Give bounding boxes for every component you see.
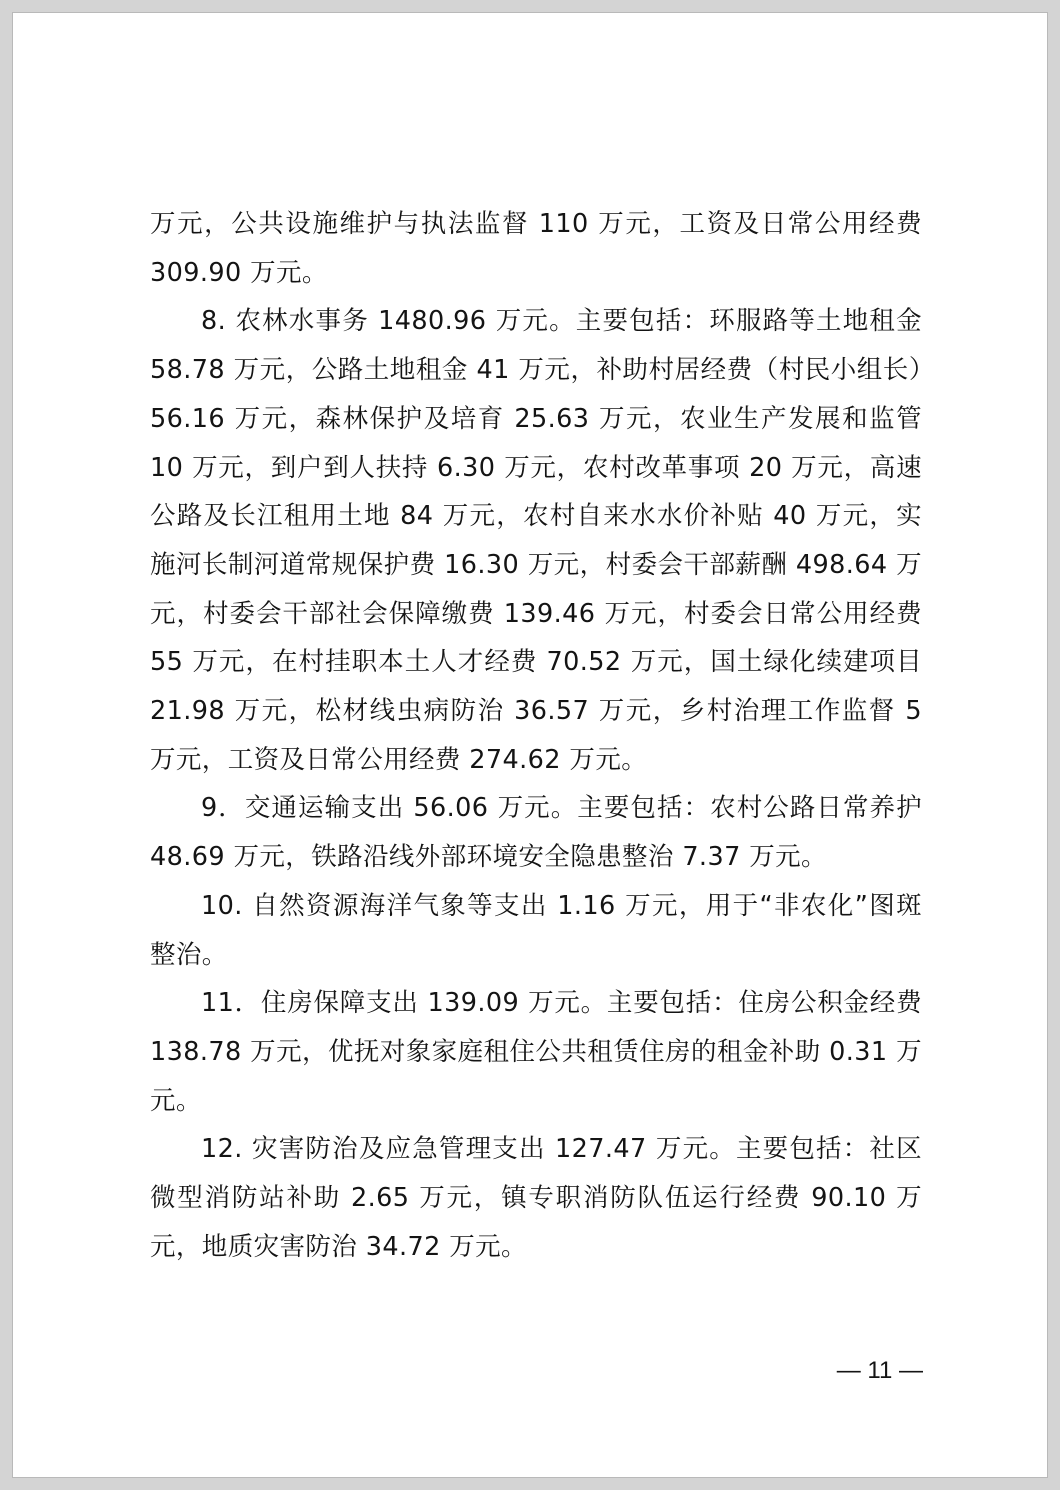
body-text	[150, 200, 922, 1271]
paragraph-item-9: 9．交通运输支出 56.06 万元。主要包括：农村公路日常养护 48.69 万元，铁路沿线外部环境安全隐患整治 7.37 万元。	[150, 793, 922, 873]
paragraph-continuation: 万元，公共设施维护与执法监督 110 万元，工资及日常公用经费 309.90 万元。	[150, 209, 922, 288]
paragraph-item-11: 11．住房保障支出 139.09 万元。主要包括：住房公积金经费 138.78 万元，优抚对象家庭租住公共租赁住房的租金补助 0.31 万元。	[150, 988, 922, 1116]
paragraph-item-12: 12. 灾害防治及应急管理支出 127.47 万元。主要包括：社区微型消防站补助 2.65 万元，镇专职消防队伍运行经费 90.10 万元，地质灾害防治 34.72 万元。	[150, 1134, 922, 1262]
page-number: — 11 —	[836, 1357, 923, 1384]
paragraph-item-8: 8. 农林水事务 1480.96 万元。主要包括：环服路等土地租金 58.78 万元，公路土地租金 41 万元，补助村居经费（村民小组长）56.16 万元，森林保护及培育 25.63 万元，农业生产发展和监管 10 万元，到户到人扶持 6.30 万元，农村改革事项 20 万元，高速公路及长江租用土地 84 万元，农村自来水水价补贴 40 万元，实施河长制河道常规保护费 16.30 万元，村委会干部薪酬 498.64 万元，村委会干部社会保障缴费 139.46 万元，村委会日常公用经费 55 万元，在村挂职本土人才经费 70.52 万元，国土绿化续建项目 21.98 万元，松材线虫病防治 36.57 万元，乡村治理工作监督 5 万元，工资及日常公用经费 274.62 万元。	[150, 306, 922, 775]
paragraph-item-10: 10. 自然资源海洋气象等支出 1.16 万元，用于“非农化”图斑整治。	[150, 890, 922, 970]
document-page	[12, 12, 1048, 1478]
